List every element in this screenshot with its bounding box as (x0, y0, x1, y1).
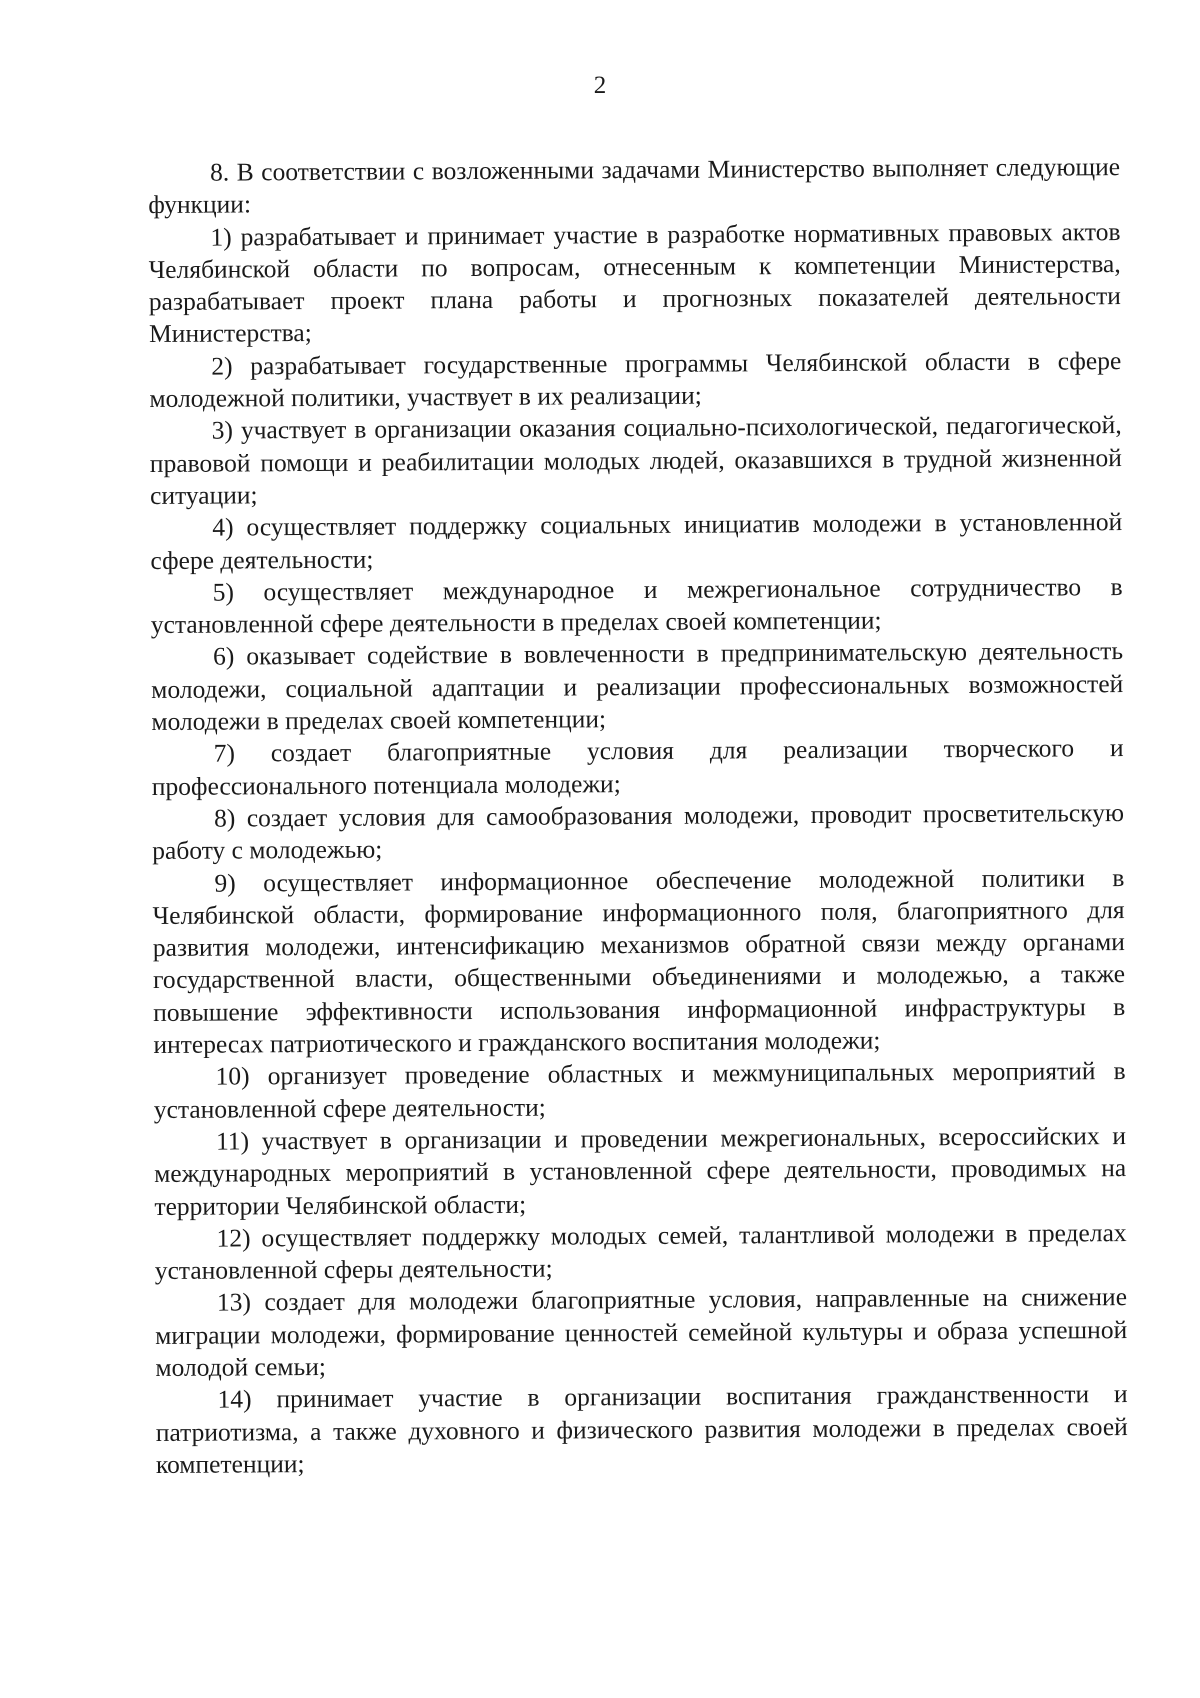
page-number: 2 (593, 72, 607, 99)
list-item-4: 4) осуществляет поддержку социальных инициатив молодежи в установленной сфере деятельности; (150, 507, 1123, 575)
list-item-12: 12) осуществляет поддержку молодых семей, талантливой молодежи в пределах установленной сферы деятельности; (154, 1217, 1127, 1286)
list-item-2: 2) разрабатывает государственные программы Челябинской области в сфере молодежной политики, участвует в их реализации; (149, 345, 1122, 414)
paragraph-intro: 8. В соответствии с возложенными задачами Министерство выполняет следующие функции: (148, 152, 1121, 220)
list-item-14: 14) принимает участие в организации воспитания гражданственности и патриотизма, а также духовного и физического развития молодежи в пределах своей компетенции; (155, 1379, 1128, 1479)
list-item-9: 9) осуществляет информационное обеспечение молодежной политики в Челябинской области, формирование информационного поля, благоприятного для развития молодежи, интенсификацию механизмов обратной связи между органами государственной власти, общественными объединениями и молодежью, а также повышение эффективности использования информационной инфраструктуры в интересах патриотического и гражданского воспитания молодежи; (152, 862, 1126, 1059)
list-item-5: 5) осуществляет международное и межрегиональное сотрудничество в установленной сфере деятельности в пределах своей компетенции; (150, 571, 1123, 640)
list-item-3: 3) участвует в организации оказания социально-психологической, педагогической, правовой помощи и реабилитации молодых людей, оказавшихся в трудной жизненной ситуации; (149, 410, 1122, 510)
list-item-1: 1) разрабатывает и принимает участие в разработке нормативных правовых актов Челябинской области по вопросам, отнесенным к компетенции Министерства, разрабатывает проект плана работы и прогнозных показателей деятельности Министерства; (148, 216, 1121, 349)
list-item-13: 13) создает для молодежи благоприятные условия, направленные на снижение миграции молодежи, формирование ценностей семейной культуры и образа успешной молодой семьи; (155, 1282, 1128, 1382)
list-item-7: 7) создает благоприятные условия для реализации творческого и профессионального потенциала молодежи; (151, 733, 1124, 801)
list-item-11: 11) участвует в организации и проведении межрегиональных, всероссийских и международных мероприятий в установленной сфере деятельности, проводимых на территории Челябинской области; (154, 1120, 1127, 1221)
list-item-10: 10) организует проведение областных и межмуниципальных мероприятий в установленной сфере деятельности; (153, 1056, 1126, 1124)
document-body (148, 151, 1128, 1481)
list-item-6: 6) оказывает содействие в вовлеченности в предпринимательскую деятельность молодежи, социальной адаптации и реализации профессиональных возможностей молодежи в пределах своей компетенции; (151, 636, 1124, 737)
list-item-8: 8) создает условия для самообразования молодежи, проводит просветительскую работу с молодежью; (152, 797, 1125, 866)
